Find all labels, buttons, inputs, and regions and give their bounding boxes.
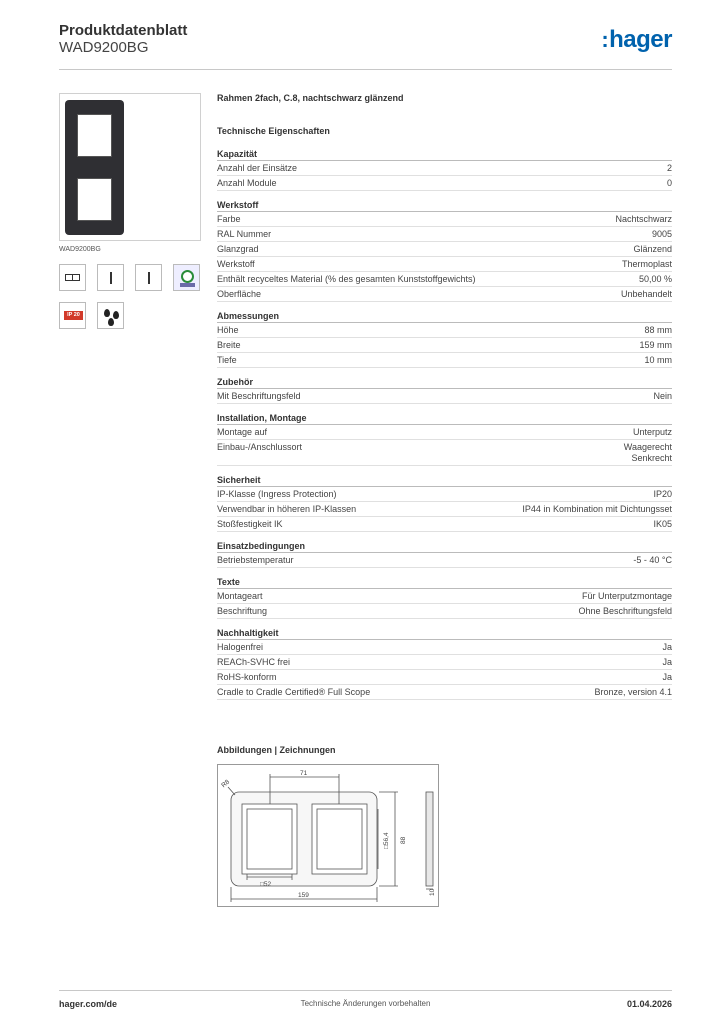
property-label: Beschriftung	[217, 606, 268, 616]
feature-icons	[59, 264, 201, 329]
property-label: Cradle to Cradle Certified® Full Scope	[217, 687, 371, 697]
property-value: Thermoplast	[621, 259, 672, 269]
dimension-drawing-svg	[218, 765, 438, 906]
property-row	[217, 242, 672, 257]
dim-window-height: □56,4	[383, 832, 390, 849]
section	[217, 309, 672, 368]
product-image	[59, 93, 201, 241]
property-label: RAL Nummer	[217, 229, 272, 239]
property-row	[217, 161, 672, 176]
property-value: -5 - 40 °C	[633, 555, 672, 565]
property-row	[217, 685, 672, 700]
property-value: 50,00 %	[638, 274, 672, 284]
dim-height: 88	[400, 836, 407, 844]
figures-heading: Abbildungen | Zeichnungen	[217, 745, 336, 755]
property-row	[217, 487, 672, 502]
property-row	[217, 589, 672, 604]
section-title: Installation, Montage	[217, 411, 672, 425]
property-label: Betriebstemperatur	[217, 555, 294, 565]
product-image-caption: WAD9200BG	[59, 246, 101, 253]
property-row	[217, 502, 672, 517]
property-value: Waagerecht Senkrecht	[623, 442, 672, 463]
property-label: RoHS-konform	[217, 672, 277, 682]
cradle-certificate-icon	[173, 264, 200, 291]
dim-pitch: 71	[300, 770, 308, 777]
property-value: 2	[666, 163, 672, 173]
property-label: Breite	[217, 340, 241, 350]
section	[217, 575, 672, 619]
footer-date: 01.04.2026	[626, 999, 672, 1009]
property-value: Ohne Beschriftungsfeld	[578, 606, 672, 616]
property-value: Ja	[662, 657, 672, 667]
property-row	[217, 640, 672, 655]
property-label: Montage auf	[217, 427, 268, 437]
footer-website[interactable]: hager.com/de	[59, 999, 118, 1009]
property-label: Anzahl der Einsätze	[217, 163, 298, 173]
ip-rating-icon: IP 20	[59, 302, 86, 329]
property-row	[217, 425, 672, 440]
property-row	[217, 287, 672, 302]
property-value: 0	[666, 178, 672, 188]
property-row	[217, 227, 672, 242]
dim-width: 159	[298, 892, 309, 899]
section-title: Werkstoff	[217, 198, 672, 212]
section-title: Einsatzbedingungen	[217, 539, 672, 553]
property-value: IP20	[653, 489, 672, 499]
section-title: Abmessungen	[217, 309, 672, 323]
property-label: Tiefe	[217, 355, 237, 365]
property-row	[217, 670, 672, 685]
property-label: Höhe	[217, 325, 239, 335]
section	[217, 626, 672, 700]
property-row	[217, 338, 672, 353]
property-label: Oberfläche	[217, 289, 262, 299]
property-value: Nein	[653, 391, 672, 401]
section	[217, 411, 672, 466]
property-label: Anzahl Module	[217, 178, 277, 188]
section-title: Nachhaltigkeit	[217, 626, 672, 640]
single-line-icon	[97, 264, 124, 291]
property-row	[217, 553, 672, 568]
property-row	[217, 517, 672, 532]
property-label: Farbe	[217, 214, 241, 224]
property-label: Glanzgrad	[217, 244, 259, 254]
property-row	[217, 323, 672, 338]
tech-properties-heading: Technische Eigenschaften	[217, 126, 330, 136]
property-label: Verwendbar in höheren IP-Klassen	[217, 504, 357, 514]
property-value: 10 mm	[644, 355, 672, 365]
section	[217, 147, 672, 191]
property-label: Enthält recyceltes Material (% des gesamten Kunststoffgewichts)	[217, 274, 476, 284]
property-row	[217, 655, 672, 670]
hager-logo: :hager	[601, 26, 672, 53]
property-label: Mit Beschriftungsfeld	[217, 391, 301, 401]
property-row	[217, 604, 672, 619]
section	[217, 198, 672, 302]
header	[59, 22, 672, 70]
section-title: Sicherheit	[217, 473, 672, 487]
property-value: IP44 in Kombination mit Dichtungsset	[522, 504, 672, 514]
section	[217, 473, 672, 532]
product-name: Rahmen 2fach, C.8, nachtschwarz glänzend	[217, 93, 404, 103]
double-frame-icon	[59, 264, 86, 291]
dimension-drawing	[217, 764, 439, 907]
property-value: Bronze, version 4.1	[594, 687, 672, 697]
property-value: Ja	[662, 642, 672, 652]
property-value: IK05	[653, 519, 672, 529]
property-label: Einbau-/Anschlussort	[217, 442, 303, 452]
property-value: Nachtschwarz	[615, 214, 672, 224]
document-title: Produktdatenblatt	[59, 22, 188, 39]
property-row	[217, 257, 672, 272]
property-label: REACh-SVHC frei	[217, 657, 291, 667]
frame-2fach-image	[65, 100, 124, 235]
property-value: 159 mm	[639, 340, 672, 350]
section-title: Kapazität	[217, 147, 672, 161]
section	[217, 539, 672, 568]
property-value: 88 mm	[644, 325, 672, 335]
property-label: Werkstoff	[217, 259, 255, 269]
section-title: Texte	[217, 575, 672, 589]
dim-depth: 10	[429, 888, 436, 896]
property-row	[217, 272, 672, 287]
property-value: Ja	[662, 672, 672, 682]
property-row	[217, 176, 672, 191]
property-value: 9005	[651, 229, 672, 239]
dim-radius: R8	[220, 778, 232, 790]
property-label: Stoßfestigkeit IK	[217, 519, 283, 529]
property-label: Montageart	[217, 591, 263, 601]
property-label: Halogenfrei	[217, 642, 264, 652]
right-column	[217, 93, 672, 700]
section	[217, 375, 672, 404]
property-label: IP-Klasse (Ingress Protection)	[217, 489, 337, 499]
property-sections	[217, 147, 672, 700]
property-value: Glänzend	[633, 244, 672, 254]
footer-disclaimer: Technische Änderungen vorbehalten	[300, 999, 431, 1008]
property-row	[217, 389, 672, 404]
product-code-title: WAD9200BG	[59, 39, 149, 56]
property-value: Unterputz	[632, 427, 672, 437]
property-value: Unbehandelt	[620, 289, 672, 299]
single-line-icon	[135, 264, 162, 291]
footer	[59, 990, 672, 1014]
property-row	[217, 440, 672, 466]
water-drops-icon	[97, 302, 124, 329]
property-row	[217, 212, 672, 227]
left-column	[59, 93, 201, 329]
section-title: Zubehör	[217, 375, 672, 389]
dim-window-width: □52	[260, 881, 272, 888]
property-value: Für Unterputzmontage	[581, 591, 672, 601]
property-row	[217, 353, 672, 368]
